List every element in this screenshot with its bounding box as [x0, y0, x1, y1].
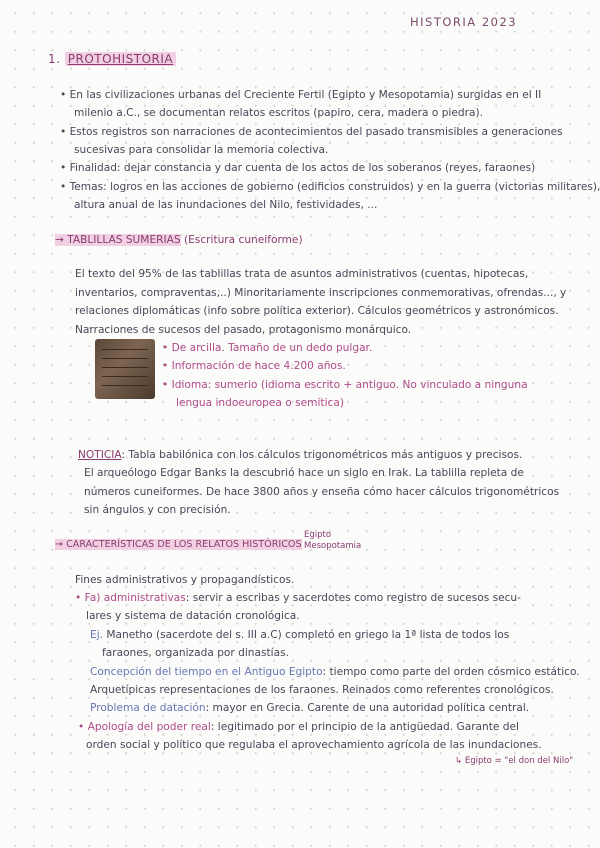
bullet-2-line-2: sucesivas para consolidar la memoria colectiva.	[74, 144, 329, 156]
concepcion-text: : tiempo como parte del orden cósmico estático.	[322, 666, 580, 678]
apologia-line-2: orden social y político que regulaba el aprovechamiento agrícola de las inundaciones.	[86, 739, 542, 751]
ej-text: Manetho (sacerdote del s. III a.C) completó en griego la 1ª lista de todos los	[106, 629, 510, 641]
noticia-line-4: sin ángulos y con precisión.	[84, 504, 231, 516]
ej-label: Ej.	[90, 629, 107, 641]
tablet-feature-2: • Información de hace 4.200 años.	[162, 360, 346, 372]
tablet-feature-4: lengua indoeuropea o semítica)	[176, 397, 344, 409]
noticia-line-3: números cuneiformes. De hace 3800 años y enseña cómo hacer cálculos trigonométricos	[84, 486, 560, 498]
tablillas-text-4: Narraciones de sucesos del pasado, protagonismo monárquico.	[75, 324, 412, 336]
caracteristicas-branches	[304, 530, 361, 552]
concepcion-line	[90, 663, 580, 682]
section-number: 1.	[48, 52, 61, 66]
page-header: HISTORIA 2023	[410, 15, 518, 29]
bullet-2-line-1: • Estos registros son narraciones de acontecimientos del pasado transmisibles a generaciones	[60, 126, 563, 138]
bullet-1-line-1: • En las civilizaciones urbanas del Creciente Fertil (Egipto y Mesopotamia) surgidas en el II	[60, 89, 542, 101]
noticia-line-1	[78, 446, 522, 465]
section-title	[48, 52, 176, 66]
tablet-feature-1: • De arcilla. Tamaño de un dedo pulgar.	[162, 342, 373, 354]
problema-text: : mayor en Grecia. Carente de una autoridad política central.	[205, 702, 530, 714]
bullet-3-line-1: • Finalidad: dejar constancia y dar cuenta de los actos de los soberanos (reyes, faraones)	[60, 162, 536, 174]
caracteristicas-heading	[55, 536, 302, 555]
fa-label: • Fa) administrativas	[75, 592, 186, 604]
bullet-4-line-2: altura anual de las inundaciones del Nilo, festividades, ...	[74, 199, 378, 211]
ej-line-1	[90, 626, 509, 645]
problema-line	[90, 699, 529, 718]
tablillas-heading	[55, 231, 303, 250]
tablillas-title: → TABLILLAS SUMERIAS	[55, 234, 181, 246]
egipto-note: ↳ Egipto = "el don del Nilo"	[455, 756, 574, 766]
section-heading: PROTOHISTORIA	[65, 52, 176, 66]
branch-mesopotamia: Mesopotamia	[304, 541, 362, 551]
tablillas-text-2: inventarios, compraventas,..) Minoritariamente inscripciones conmemorativas, ofrendas..., y	[75, 287, 567, 299]
bullet-4-line-1: • Temas: logros en las acciones de gobierno (edificios construidos) y en la guerra (victorias militares),	[60, 181, 600, 193]
bullet-1-line-2: milenio a.C., se documentan relatos escritos (papiro, cera, madera o piedra).	[74, 107, 483, 119]
tablillas-text-3: relaciones diplomáticas (info sobre política exterior). Cálculos geométricos y astronómicos.	[75, 305, 559, 317]
fa-line-2: lares y sistema de datación cronológica.	[86, 610, 300, 622]
noticia-line-2: El arqueólogo Edgar Banks la descubrió hace un siglo en Irak. La tablilla repleta de	[84, 467, 524, 479]
ej-line-2: faraones, organizada por dinastías.	[102, 647, 289, 659]
apologia-text: : legitimado por el principio de la antigüedad. Garante del	[210, 721, 519, 733]
arquetipicas-line: Arquetípicas representaciones de los faraones. Reinados como referentes cronológicos.	[90, 684, 554, 696]
fines-line: Fines administrativos y propagandísticos.	[75, 574, 295, 586]
tablet-feature-3: • Idioma: sumerio (idioma escrito + antiguo. No vinculado a ninguna	[162, 379, 528, 391]
fa-text: : servir a escribas y sacerdotes como registro de sucesos secu-	[185, 592, 521, 604]
apologia-label: • Apología del poder real	[78, 721, 211, 733]
problema-label: Problema de datación	[90, 702, 206, 714]
fa-line-1	[75, 589, 521, 608]
branch-egipto: Egipto	[304, 530, 332, 540]
noticia-label: NOTICIA	[78, 449, 122, 461]
caracteristicas-title: → CARACTERÍSTICAS DE LOS RELATOS HISTÓRICOS	[55, 539, 302, 550]
tablillas-text-1: El texto del 95% de las tablillas trata de asuntos administrativos (cuentas, hipotecas,	[75, 268, 529, 280]
tablillas-subtitle: (Escritura cuneiforme)	[183, 234, 303, 246]
apologia-line-1	[78, 718, 519, 737]
noticia-text-1: : Tabla babilónica con los cálculos trigonométricos más antiguos y precisos.	[121, 449, 523, 461]
cuneiform-tablet-image	[95, 339, 155, 399]
concepcion-label: Concepción del tiempo en el Antiguo Egipto	[90, 666, 323, 678]
